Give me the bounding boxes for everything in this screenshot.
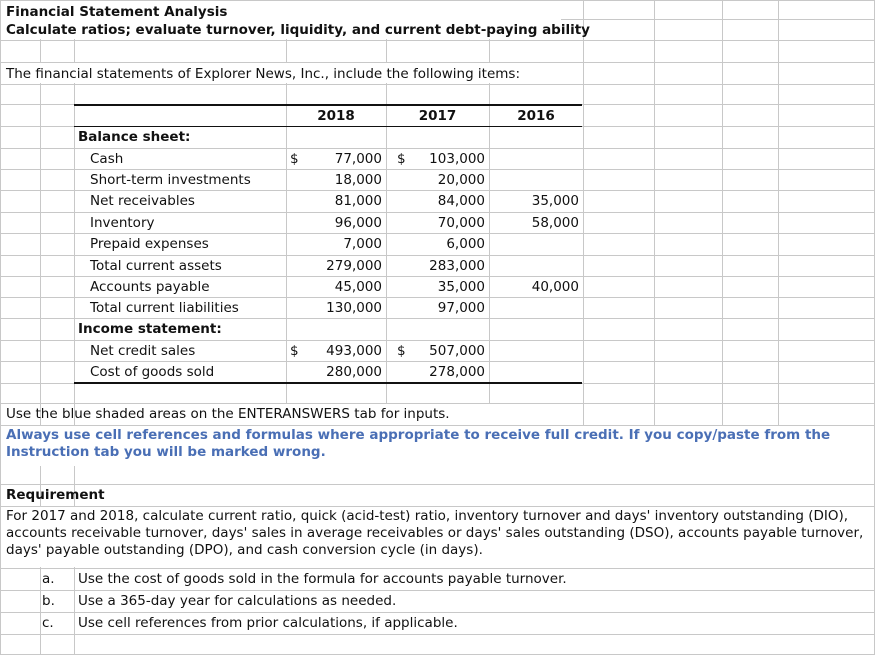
table-bottom-border	[74, 382, 582, 384]
gridline-horizontal	[0, 169, 875, 170]
column-header-2017: 2017	[418, 108, 457, 124]
gridline-horizontal	[0, 612, 875, 613]
gridline-horizontal	[0, 403, 875, 404]
gridline-horizontal	[0, 634, 875, 635]
gridline-horizontal	[0, 590, 875, 591]
value-2018: 96,000	[334, 215, 382, 231]
value-2018: 493,000	[326, 343, 382, 359]
column-header-2018: 2018	[317, 108, 355, 124]
gridline-horizontal	[0, 340, 875, 341]
gridline-vertical	[583, 0, 584, 425]
value-2016: 58,000	[531, 215, 579, 231]
row-label: Cost of goods sold	[90, 364, 215, 380]
currency-symbol: $	[290, 151, 299, 167]
value-2016: 40,000	[531, 279, 579, 295]
gridline-horizontal	[0, 148, 875, 149]
intro-text: The financial statements of Explorer News, Inc., include the following items:	[6, 66, 521, 82]
row-label: Net credit sales	[90, 343, 196, 359]
row-label: Cash	[90, 151, 124, 167]
note-key: a.	[42, 571, 55, 587]
row-label: Inventory	[90, 215, 155, 231]
value-2018: 279,000	[326, 258, 382, 274]
gridline-vertical	[654, 0, 655, 425]
balance-sheet-heading: Balance sheet:	[78, 129, 191, 145]
value-2017: 84,000	[437, 193, 485, 209]
value-2017: 103,000	[429, 151, 485, 167]
currency-symbol: $	[290, 343, 299, 359]
table-top-border	[74, 104, 582, 106]
gridline-horizontal	[0, 297, 875, 298]
gridline-horizontal	[0, 568, 875, 569]
value-2016: 35,000	[531, 193, 579, 209]
value-2017: 20,000	[437, 172, 485, 188]
currency-symbol: $	[397, 343, 406, 359]
value-2017: 35,000	[437, 279, 485, 295]
gridline-vertical	[778, 0, 779, 425]
value-2018: 77,000	[334, 151, 382, 167]
gridline-horizontal	[0, 212, 875, 213]
value-2017: 283,000	[429, 258, 485, 274]
gridline-horizontal	[0, 484, 875, 485]
instruction-inputs: Use the blue shaded areas on the ENTERANSWERS tab for inputs.	[6, 406, 450, 422]
column-header-2016: 2016	[517, 108, 555, 124]
row-label: Total current assets	[90, 258, 222, 274]
value-2017: 70,000	[437, 215, 485, 231]
requirement-title: Requirement	[6, 487, 105, 503]
value-2018: 18,000	[334, 172, 382, 188]
value-2017: 97,000	[437, 300, 485, 316]
gridline-horizontal	[0, 361, 875, 362]
value-2018: 45,000	[334, 279, 382, 295]
income-statement-heading: Income statement:	[78, 321, 222, 337]
requirement-text: For 2017 and 2018, calculate current ratio, quick (acid-test) ratio, inventory turnover and days' inventory outstanding (DIO), accounts receivable turnover, days' sales in average receivables or days' sales outstanding (DSO), accounts payable turnover, days' payable outstanding (DPO), and cash conversion cycle (in days).	[6, 508, 864, 558]
note-text: Use cell references from prior calculations, if applicable.	[78, 615, 458, 631]
row-label: Total current liabilities	[90, 300, 239, 316]
gridline-horizontal	[0, 233, 875, 234]
header-bottom-border	[74, 126, 582, 127]
value-2018: 7,000	[343, 236, 382, 252]
instruction-credit: Always use cell references and formulas where appropriate to receive full credit. If you copy/paste from the Instruction tab you will be marked wrong.	[6, 427, 831, 460]
note-key: c.	[42, 615, 54, 631]
value-2018: 130,000	[326, 300, 382, 316]
row-label: Accounts payable	[90, 279, 210, 295]
value-2017: 278,000	[429, 364, 485, 380]
page-subtitle: Calculate ratios; evaluate turnover, liquidity, and current debt-paying ability	[6, 22, 590, 38]
gridline-horizontal	[0, 276, 875, 277]
note-text: Use the cost of goods sold in the formula for accounts payable turnover.	[78, 571, 567, 587]
row-label: Prepaid expenses	[90, 236, 209, 252]
note-text: Use a 365-day year for calculations as needed.	[78, 593, 397, 609]
value-2018: 81,000	[334, 193, 382, 209]
value-2018: 280,000	[326, 364, 382, 380]
row-label: Short-term investments	[90, 172, 251, 188]
gridline-horizontal	[0, 318, 875, 319]
page-title: Financial Statement Analysis	[6, 4, 228, 20]
note-key: b.	[42, 593, 55, 609]
value-2017: 507,000	[429, 343, 485, 359]
gridline-horizontal	[0, 255, 875, 256]
row-label: Net receivables	[90, 193, 195, 209]
gridline-horizontal	[0, 40, 875, 41]
value-2017: 6,000	[446, 236, 485, 252]
gridline-vertical	[722, 0, 723, 425]
gridline-horizontal	[0, 190, 875, 191]
currency-symbol: $	[397, 151, 406, 167]
gridline-horizontal	[0, 84, 875, 85]
